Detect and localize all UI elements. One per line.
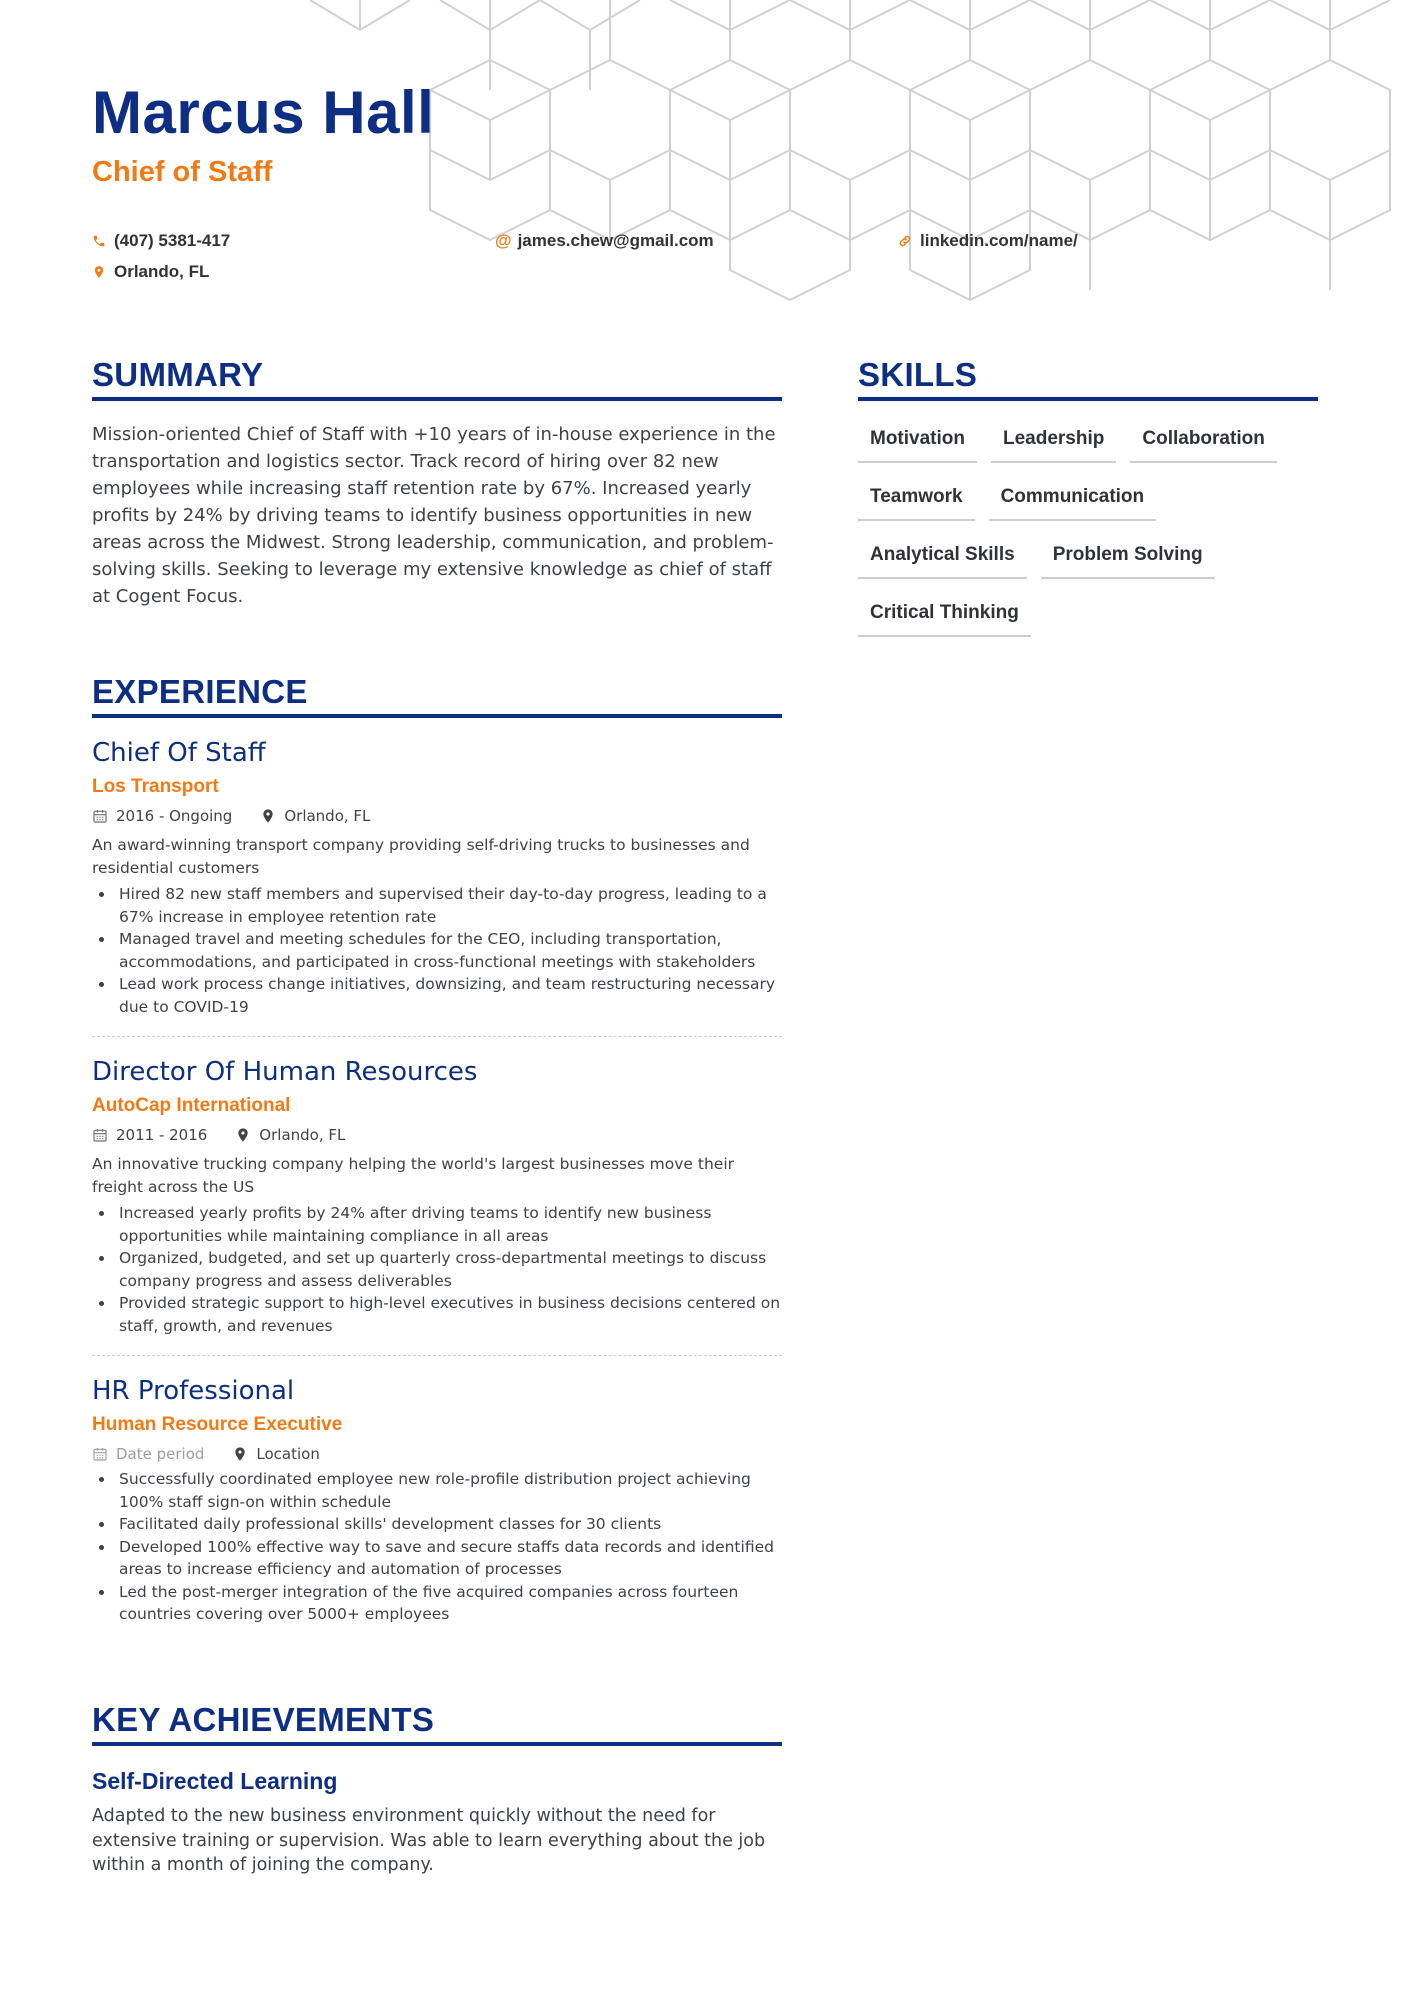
job-description: An innovative trucking company helping the world's largest businesses move their freight across the US [92,1155,735,1196]
achievement-text: Adapted to the new business environment quickly without the need for extensive training or supervision. Was able to learn everything about the job within a month of joining the company. [92,1806,766,1875]
job-date: 2011 - 2016 [116,1126,208,1144]
job-company: Los Transport [92,776,219,797]
skills-heading: SKILLS [858,356,978,393]
map-pin-icon [235,1127,251,1143]
job-bullet: Managed travel and meeting schedules for the CEO, including transportation, accommodations, and participated in cross-functional meetings with stakeholders [92,928,782,973]
experience-section [92,672,782,1626]
job-bullet: Provided strategic support to high-level executives in business decisions centered on staff, growth, and revenues [92,1292,782,1337]
job-bullets [92,1468,782,1626]
job-bullet: Organized, budgeted, and set up quarterly cross-departmental meetings to discuss company progress and assess deliverables [92,1247,782,1292]
job-location: Orlando, FL [259,1126,346,1144]
job-bullet: Developed 100% effective way to save and secure staffs data records and identified areas to increase efficiency and automation of processes [92,1536,782,1581]
experience-heading: EXPERIENCE [92,673,308,710]
job-divider [92,1355,782,1356]
section-divider [92,714,782,718]
skill-tag: Communication [989,477,1157,521]
resume-header [92,78,1342,190]
job-bullet: Hired 82 new staff members and supervised their day-to-day progress, leading to a 67% increase in employee retention rate [92,883,782,928]
job-entry [92,1055,782,1356]
summary-heading: SUMMARY [92,356,264,393]
job-date: Date period [116,1445,205,1463]
summary-section [92,355,782,610]
achievement-title: Self-Directed Learning [92,1768,338,1794]
skill-tag: Collaboration [1130,419,1276,463]
skill-tag: Problem Solving [1041,535,1215,579]
map-pin-icon [260,808,276,824]
job-entry [92,1374,782,1626]
job-bullet: Successfully coordinated employee new role-profile distribution project achieving 100% staff sign-on within schedule [92,1468,782,1513]
job-bullet: Led the post-merger integration of the five acquired companies across fourteen countries covering over 5000+ employees [92,1581,782,1626]
contact-phone[interactable] [92,231,230,251]
job-bullets [92,883,782,1018]
section-divider [858,397,1318,401]
skill-tag: Leadership [991,419,1116,463]
contact-location [92,262,209,282]
skill-tag: Critical Thinking [858,593,1031,637]
at-sign-icon: @ [495,231,512,250]
job-location: Orlando, FL [284,807,371,825]
job-location: Location [256,1445,320,1463]
job-title: Chief Of Staff [92,738,266,768]
skill-tag: Analytical Skills [858,535,1027,579]
skills-section [858,355,1318,651]
job-title: Director Of Human Resources [92,1057,478,1087]
skill-tag: Teamwork [858,477,975,521]
calendar-icon [92,1446,108,1462]
contact-linkedin[interactable] [898,231,1078,251]
candidate-title: Chief of Staff [92,156,273,188]
achievements-heading: KEY ACHIEVEMENTS [92,1701,435,1738]
job-divider [92,1036,782,1037]
map-pin-icon [92,264,106,280]
section-divider [92,1742,782,1746]
skills-list [858,419,1318,651]
calendar-icon [92,1127,108,1143]
job-bullet: Facilitated daily professional skills' development classes for 30 clients [92,1513,782,1536]
job-date: 2016 - Ongoing [116,807,233,825]
job-meta [92,1444,782,1464]
job-company: AutoCap International [92,1095,291,1116]
job-company: Human Resource Executive [92,1414,343,1435]
job-bullets [92,1202,782,1337]
job-bullet: Increased yearly profits by 24% after driving teams to identify new business opportunities while maintaining compliance in all areas [92,1202,782,1247]
phone-text: (407) 5381-417 [114,231,231,250]
section-divider [92,397,782,401]
job-entry [92,736,782,1037]
contact-email[interactable] [495,231,714,251]
linkedin-text: linkedin.com/name/ [920,231,1078,250]
job-description: An award-winning transport company providing self-driving trucks to businesses and residential customers [92,836,750,877]
job-meta [92,806,782,826]
job-meta [92,1125,782,1145]
job-title: HR Professional [92,1376,295,1406]
achievements-section [92,1700,782,1878]
location-text: Orlando, FL [114,262,210,281]
job-bullet: Lead work process change initiatives, downsizing, and team restructuring necessary due to COVID-19 [92,973,782,1018]
candidate-name: Marcus Hall [92,79,435,146]
phone-icon [92,233,106,249]
summary-text: Mission-oriented Chief of Staff with +10 years of in-house experience in the transportation and logistics sector. Track record of hiring over 82 new employees while increasing staff retention rate by 67%. Increased yearly profits by 24% by driving teams to identify business opportunities in new areas across the Midwest. Strong leadership, communication, and problem-solving skills. Seeking to leverage my extensive knowledge as chief of staff at Cogent Focus. [92,424,776,607]
map-pin-icon [232,1446,248,1462]
email-text: james.chew@gmail.com [517,231,714,250]
link-icon [898,233,912,249]
skill-tag: Motivation [858,419,977,463]
calendar-icon [92,808,108,824]
